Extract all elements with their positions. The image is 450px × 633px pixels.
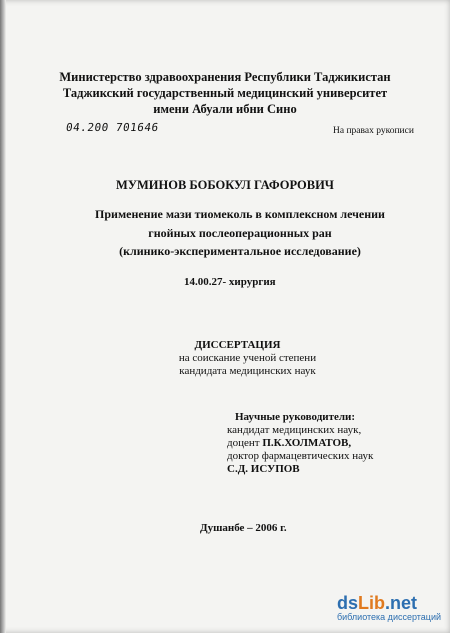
ministry-line-3: имени Абуали ибни Сино: [153, 102, 297, 116]
dslib-watermark: [337, 593, 441, 622]
inventory-stamp: 04.200 701646: [65, 121, 160, 134]
dissertation-heading: ДИССЕРТАЦИЯ: [194, 339, 281, 351]
supervisor-2-name: С.Д. ИСУПОВ: [227, 463, 300, 475]
logo-ds: ds: [337, 593, 359, 613]
title-line-1: Применение мази тиомеколь в комплексном лечении: [95, 207, 385, 221]
ministry-line-2: Таджикский государственный медицинский университет: [62, 86, 388, 100]
supervisors-heading: Научные руководители:: [235, 411, 356, 423]
supervisor-1-name: П.К.ХОЛМАТОВ,: [262, 437, 352, 449]
supervisor-2-degree: доктор фармацевтических наук: [227, 450, 374, 462]
dissertation-title: [0, 205, 450, 261]
dslib-logo: [337, 593, 441, 614]
logo-lib: Lib: [358, 593, 386, 613]
title-line-2: гнойных послеоперационных ран: [148, 225, 332, 240]
specialty-code: 14.00.27- хирургия: [184, 276, 276, 288]
supervisor-1-degree: кандидат медицинских наук,: [227, 424, 362, 436]
author-name: МУМИНОВ БОБОКУЛ ГАФОРОВИЧ: [116, 178, 334, 192]
degree-line: на соискание ученой степени: [178, 352, 317, 364]
manuscript-rights-note: На правах рукописи: [333, 126, 414, 136]
title-line-3: (клинико-экспериментальное исследование): [119, 244, 361, 258]
supervisor-1-title: доцент: [227, 437, 263, 449]
city-year: Душанбе – 2006 г.: [200, 522, 287, 534]
dissertation-block: [0, 339, 450, 378]
supervisors-block: [227, 411, 373, 476]
logo-net: .net: [385, 593, 418, 613]
ministry-line-1: Министерство здравоохранения Республики Таджикистан: [59, 70, 391, 84]
ministry-header: [0, 69, 450, 117]
dslib-subtitle: библиотека диссертаций: [337, 612, 442, 622]
supervisor-1-name-line: [227, 437, 373, 450]
degree-field-line: кандидата медицинских наук: [179, 365, 316, 377]
